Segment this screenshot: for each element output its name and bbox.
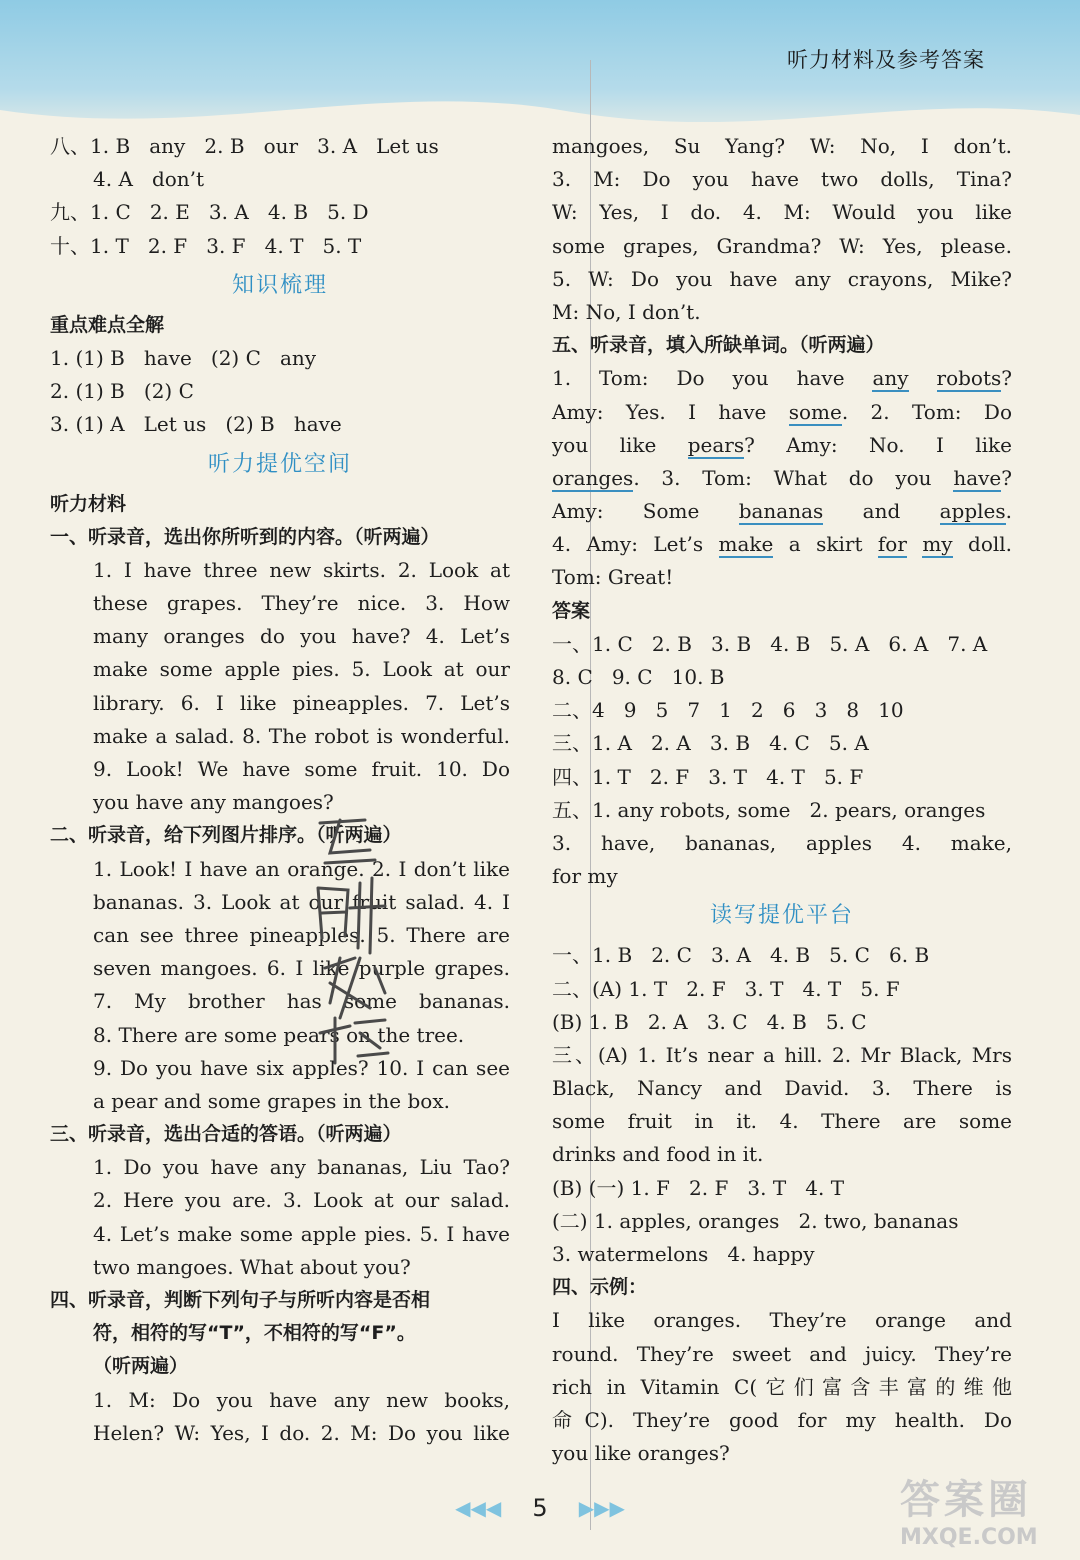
text-span: doll. [952, 532, 1013, 557]
section-title: 听力提优空间 [207, 451, 352, 477]
question-heading: 重点难点全解 [50, 313, 165, 336]
answer-word: bananas [738, 499, 824, 524]
text-line: 4. Let’s make some apple pies. 5. I have [93, 1221, 510, 1246]
text-line: 7. My brother has some bananas. [93, 989, 510, 1014]
answer-word: apples [939, 499, 1006, 524]
right-column [552, 130, 1012, 1470]
text-line: 1. Look! I have an orange. 2. I don’t like [93, 856, 510, 881]
text-line: Tom: Great! [552, 565, 674, 590]
text-line: you like oranges? [552, 1441, 730, 1466]
header-title: 听力材料及参考答案 [787, 48, 985, 72]
text-line: these grapes. They’re nice. 3. How [93, 591, 510, 616]
text-span [907, 532, 922, 556]
answer-word: make [718, 532, 774, 557]
question-heading: 三、听录音，选出合适的答语。（听两遍） [50, 1123, 402, 1146]
text-line: 一、1. B 2. C 3. A 4. B 5. C 6. B [552, 943, 930, 968]
text-line: bananas. 3. Look at our fruit salad. 4. I [93, 889, 510, 914]
text-line: drinks and food in it. [552, 1142, 764, 1167]
section-title: 读写提优平台 [709, 903, 854, 929]
text-line: 3. (1) A Let us (2) B have [50, 412, 342, 437]
watermark-url: MXQE.COM [900, 1525, 1038, 1550]
question-heading: 五、听录音，填入所缺单词。（听两遍） [552, 334, 885, 357]
question-heading: 二、听录音，给下列图片排序。（听两遍） [50, 824, 402, 847]
question-heading: 答案 [552, 599, 591, 622]
prev-arrows-icon: ◀◀◀ [455, 1496, 502, 1520]
text-line: 三、(A) 1. It’s near a hill. 2. Mr Black, Mrs [552, 1042, 1012, 1067]
answer-word: my [922, 532, 953, 557]
text-line: rich in Vitamin C(它们富含丰富的维他 [552, 1374, 1012, 1399]
text-line: Black, Nancy and David. 3. There is [552, 1076, 1012, 1101]
text-line: 十、1. T 2. F 3. F 4. T 5. T [50, 233, 362, 258]
text-span: and [823, 499, 940, 524]
left-column [50, 130, 510, 1450]
text-span: . 3. Tom: What do you [633, 465, 954, 490]
answer-word: oranges [552, 465, 634, 490]
watermark-logo [900, 1468, 1070, 1554]
text-line: 2. Here you are. 3. Look at our salad. [93, 1188, 510, 1213]
text-line: 命C). They’re good for my health. Do [552, 1407, 1012, 1432]
text-line: 八、1. B any 2. B our 3. A Let us [50, 134, 439, 158]
text-line [552, 495, 1012, 528]
text-line: 三、1. A 2. A 3. B 4. C 5. A [552, 731, 869, 756]
text-line: 5. W: Do you have any crayons, Mike? [552, 266, 1012, 291]
text-line: 1. (1) B have (2) C any [50, 345, 317, 370]
text-span: 1. Tom: Do you have [552, 366, 873, 391]
text-span: . 2. Tom: Do [841, 399, 1013, 424]
text-line: 3. have, bananas, apples 4. make, [552, 830, 1012, 855]
answer-word: some [788, 399, 842, 424]
text-line: some grapes, Grandma? W: Yes, please. [552, 233, 1012, 258]
text-line: (B) (一) 1. F 2. F 3. T 4. T [552, 1175, 845, 1200]
text-line: two mangoes. What about you? [93, 1254, 411, 1279]
text-line: 8. C 9. C 10. B [552, 665, 725, 689]
text-line [552, 396, 1012, 429]
text-span: 4. Amy: Let’s [552, 532, 719, 557]
text-span: Amy: Yes. I have [552, 399, 789, 424]
text-line [552, 429, 1012, 462]
text-line: 五、1. any robots, some 2. pears, oranges [552, 797, 986, 822]
text-span: Amy: Some [552, 499, 739, 524]
text-span: ? [1001, 465, 1012, 490]
text-line: can see three pineapples. 5. There are [93, 922, 510, 947]
text-line: make some apple pies. 5. Look at our [93, 657, 510, 682]
text-line: 二、4 9 5 7 1 2 6 3 8 10 [552, 698, 904, 723]
text-line: many oranges do you have? 4. Let’s [93, 624, 510, 649]
text-line: I like oranges. They’re orange and [552, 1308, 1012, 1333]
text-span: you like [552, 432, 688, 457]
text-line: M: No, I don’t. [552, 299, 701, 324]
text-line [552, 462, 1012, 495]
question-heading: 符，相符的写“T”，不相符的写“F”。 [93, 1322, 416, 1345]
text-span: a skirt [773, 532, 878, 557]
text-line: 一、1. C 2. B 3. B 4. B 5. A 6. A 7. A [552, 631, 988, 656]
watermark-text: 答案圈 [900, 1477, 1032, 1523]
text-span [909, 366, 937, 390]
text-line: 4. A don’t [93, 167, 205, 192]
text-span: ? Amy: No. I like [744, 432, 1013, 457]
text-span: ? [1001, 366, 1013, 391]
text-line: some fruit in it. 4. There are some [552, 1109, 1012, 1134]
answer-word: any [872, 366, 909, 391]
answer-word: for [877, 532, 907, 557]
question-heading: （听两遍） [93, 1355, 189, 1378]
text-line [552, 528, 1012, 561]
text-line: 2. (1) B (2) C [50, 379, 194, 404]
text-line: (二) 1. apples, oranges 2. two, bananas [552, 1208, 959, 1233]
text-line: (B) 1. B 2. A 3. C 4. B 5. C [552, 1009, 867, 1034]
question-heading: 四、听录音，判断下列句子与所听内容是否相 [50, 1289, 431, 1311]
text-line: 9. Look! We have some fruit. 10. Do [93, 757, 510, 781]
text-line: 1. Do you have any bananas, Liu Tao? [93, 1155, 510, 1180]
next-arrows-icon: ▶▶▶ [578, 1496, 625, 1520]
text-line: for my [552, 864, 618, 889]
handwritten-note [300, 808, 410, 1068]
text-line: seven mangoes. 6. I like purple grapes. [93, 956, 510, 981]
text-line: round. They’re sweet and juicy. They’re [552, 1341, 1012, 1366]
text-line: W: Yes, I do. 4. M: Would you like [552, 200, 1012, 225]
text-line: 1. I have three new skirts. 2. Look at [93, 557, 510, 582]
answer-word: robots [936, 366, 1002, 391]
text-line: make a salad. 8. The robot is wonderful. [93, 723, 510, 748]
text-line: 九、1. C 2. E 3. A 4. B 5. D [50, 200, 369, 225]
text-line: 9. Do you have six apples? 10. I can see [93, 1055, 510, 1080]
section-title: 知识梳理 [231, 272, 328, 298]
page-number: 5 [532, 1494, 548, 1522]
question-heading: 四、示例： [552, 1276, 648, 1299]
text-span: . [1005, 499, 1012, 524]
question-heading: 一、听录音，选出你所听到的内容。（听两遍） [50, 525, 440, 548]
text-line [552, 362, 1012, 395]
answer-word: pears [687, 432, 745, 457]
answer-word: have [953, 465, 1002, 490]
text-line: you have any mangoes? [93, 790, 334, 815]
text-line: 8. There are some pears on the tree. [93, 1022, 465, 1047]
text-line: 1. M: Do you have any new books, [93, 1387, 510, 1412]
text-line: Helen? W: Yes, I do. 2. M: Do you like [93, 1420, 510, 1445]
question-heading: 听力材料 [50, 492, 127, 515]
text-line: 3. M: Do you have two dolls, Tina? [552, 167, 1012, 192]
text-line: 四、1. T 2. F 3. T 4. T 5. F [552, 764, 864, 789]
text-line: 3. watermelons 4. happy [552, 1242, 815, 1266]
text-line: mangoes, Su Yang? W: No, I don’t. [552, 134, 1012, 158]
text-line: a pear and some grapes in the box. [93, 1088, 450, 1113]
text-line: library. 6. I like pineapples. 7. Let’s [93, 690, 510, 715]
text-line: 二、(A) 1. T 2. F 3. T 4. T 5. F [552, 976, 900, 1001]
